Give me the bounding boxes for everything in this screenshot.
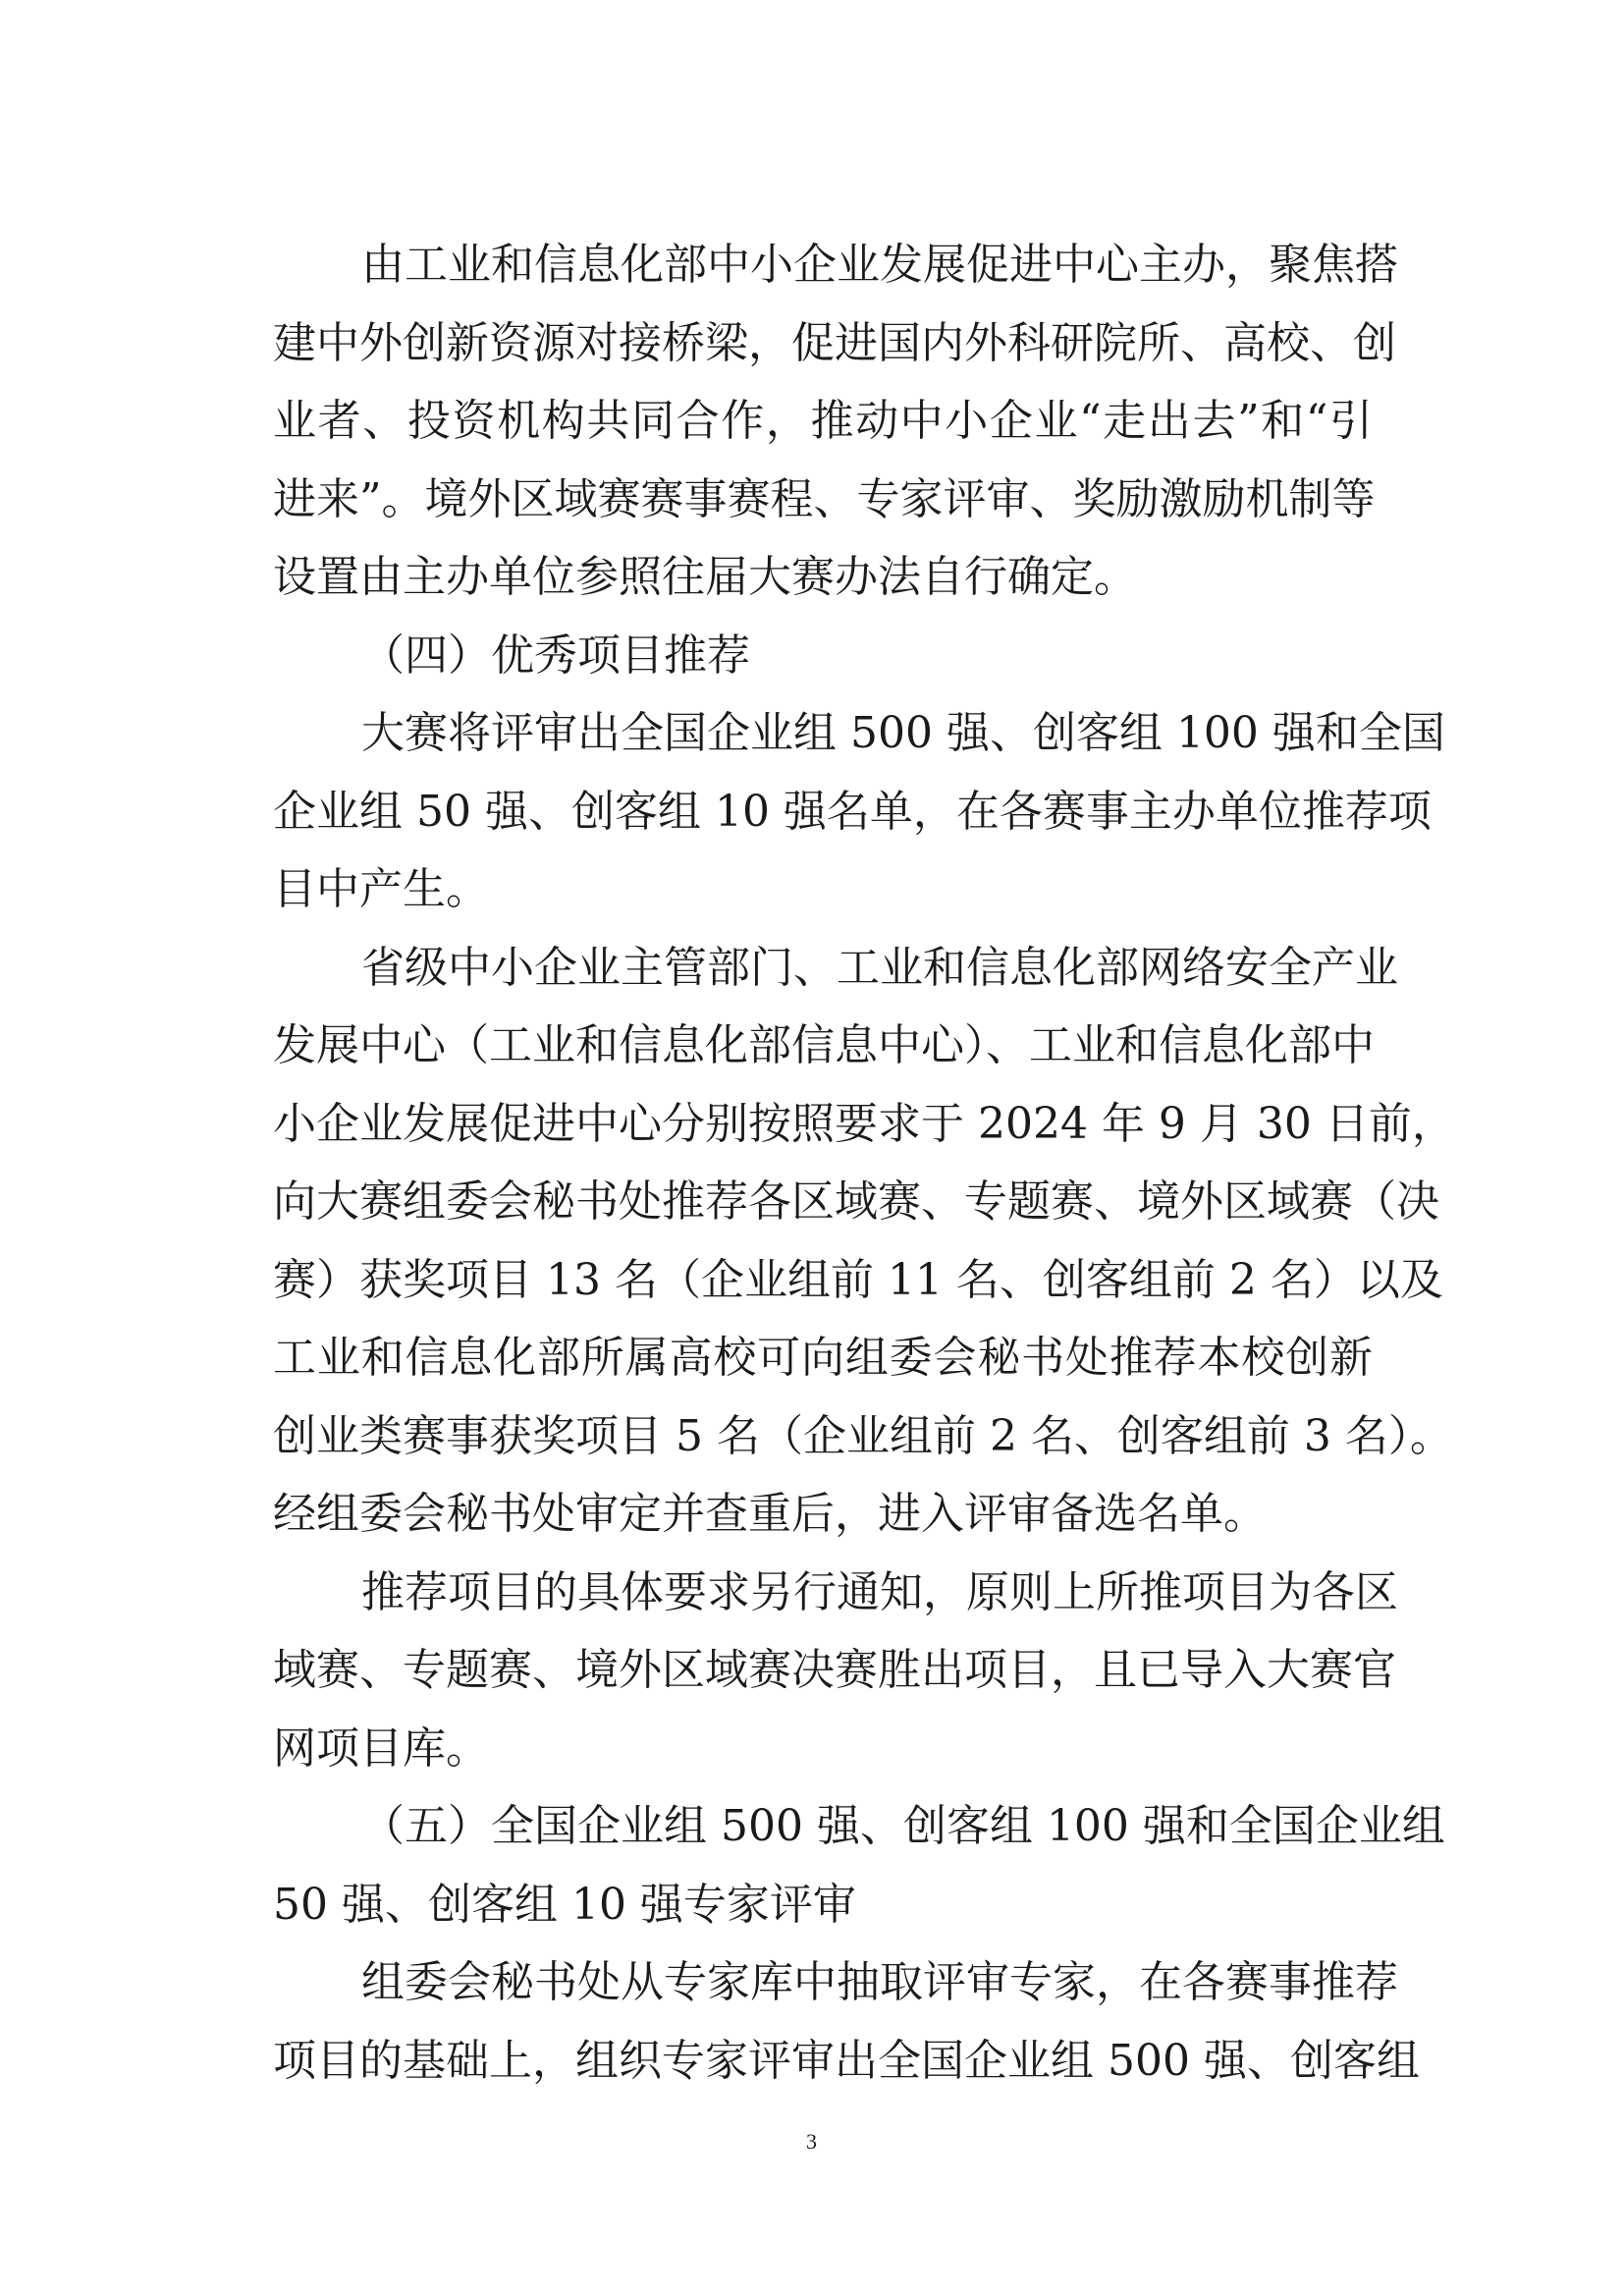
text-line: 组委会秘书处从专家库中抽取评审专家，在各赛事推荐 (361, 1957, 1398, 2007)
text-line: 项目的基础上，组织专家评审出全国企业组 500 强、创客组 (273, 2036, 1420, 2086)
text-line: 发展中心（工业和信息化部信息中心）、工业和信息化部中 (273, 1020, 1375, 1070)
section-heading: （五）全国企业组 500 强、创客组 100 强和全国企业组 (361, 1801, 1445, 1851)
section-heading: 50 强、创客组 10 强专家评审 (273, 1880, 856, 1930)
text-line: 由工业和信息化部中小企业发展促进中心主办，聚焦搭 (361, 240, 1398, 290)
text-line: 网项目库。 (273, 1723, 489, 1774)
text-line: 推荐项目的具体要求另行通知，原则上所推项目为各区 (361, 1567, 1398, 1617)
text-line: 大赛将评审出全国企业组 500 强、创客组 100 强和全国 (361, 708, 1445, 758)
text-line: 进来”。境外区域赛赛事赛程、专家评审、奖励激励机制等 (273, 474, 1376, 524)
text-line: 经组委会秘书处审定并查重后，进入评审备选名单。 (273, 1489, 1267, 1539)
text-line: 域赛、专题赛、境外区域赛决赛胜出项目，且已导入大赛官 (273, 1645, 1396, 1695)
text-line: 向大赛组委会秘书处推荐各区域赛、专题赛、境外区域赛（决 (273, 1176, 1439, 1227)
text-line: 创业类赛事获奖项目 5 名（企业组前 2 名、创客组前 3 名）。 (273, 1411, 1453, 1461)
text-line: 业者、投资机构共同合作，推动中小企业“走出去”和“引 (273, 396, 1373, 446)
text-line: 建中外创新资源对接桥梁，促进国内外科研院所、高校、创 (273, 318, 1396, 368)
text-line: 设置由主办单位参照往届大赛办法自行确定。 (273, 552, 1137, 602)
text-line: 赛）获奖项目 13 名（企业组前 11 名、创客组前 2 名）以及 (273, 1255, 1443, 1305)
text-line: 目中产生。 (273, 864, 489, 914)
section-heading: （四）优秀项目推荐 (361, 630, 750, 681)
text-line: 工业和信息化部所属高校可向组委会秘书处推荐本校创新 (273, 1333, 1373, 1383)
text-line: 省级中小企业主管部门、工业和信息化部网络安全产业 (361, 943, 1398, 993)
page-number: 3 (806, 2129, 817, 2154)
text-line: 小企业发展促进中心分别按照要求于 2024 年 9 月 30 日前， (273, 1099, 1455, 1149)
text-line: 企业组 50 强、创客组 10 强名单，在各赛事主办单位推荐项 (273, 787, 1432, 837)
